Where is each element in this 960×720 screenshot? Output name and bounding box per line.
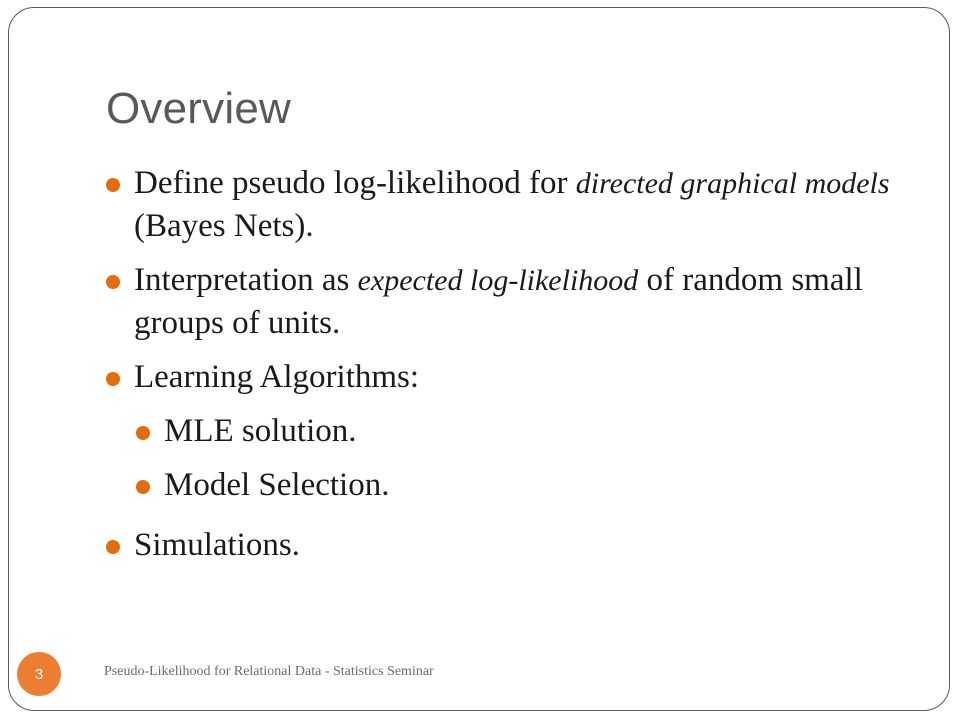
bullet-text: MLE solution. (164, 413, 357, 449)
bullet-text: (Bayes Nets). (134, 208, 314, 244)
bullet-list (106, 162, 906, 566)
bullet-item-pseudo-loglikelihood (106, 162, 906, 247)
bullet-italic-text: expected log-likelihood (357, 264, 639, 297)
bullet-dot-icon (106, 372, 120, 386)
sub-bullet-dot-icon (136, 426, 150, 440)
slide-footer: Pseudo-Likelihood for Relational Data - Statistics Seminar (104, 664, 434, 679)
sub-bullet-item-mle (106, 410, 906, 452)
bullet-text: Model Selection. (164, 467, 390, 503)
slide-title: Overview (106, 84, 291, 133)
bullet-text: Learning Algorithms: (134, 359, 420, 395)
bullet-text: Define pseudo log-likelihood for (134, 165, 576, 201)
bullet-dot-icon (106, 178, 120, 192)
bullet-item-simulations (106, 524, 906, 566)
bullet-text: of random small groups of units. (134, 262, 863, 341)
bullet-item-interpretation (106, 259, 906, 344)
page-number-badge: 3 (17, 652, 61, 696)
bullet-dot-icon (106, 540, 120, 554)
bullet-text: Interpretation as (134, 262, 358, 298)
sub-bullet-item-model-selection (106, 464, 906, 506)
bullet-italic-text: directed graphical models (575, 167, 890, 200)
bullet-text: Simulations. (134, 527, 300, 563)
bullet-dot-icon (106, 275, 120, 289)
sub-bullet-dot-icon (136, 480, 150, 494)
bullet-item-learning-algorithms (106, 356, 906, 398)
